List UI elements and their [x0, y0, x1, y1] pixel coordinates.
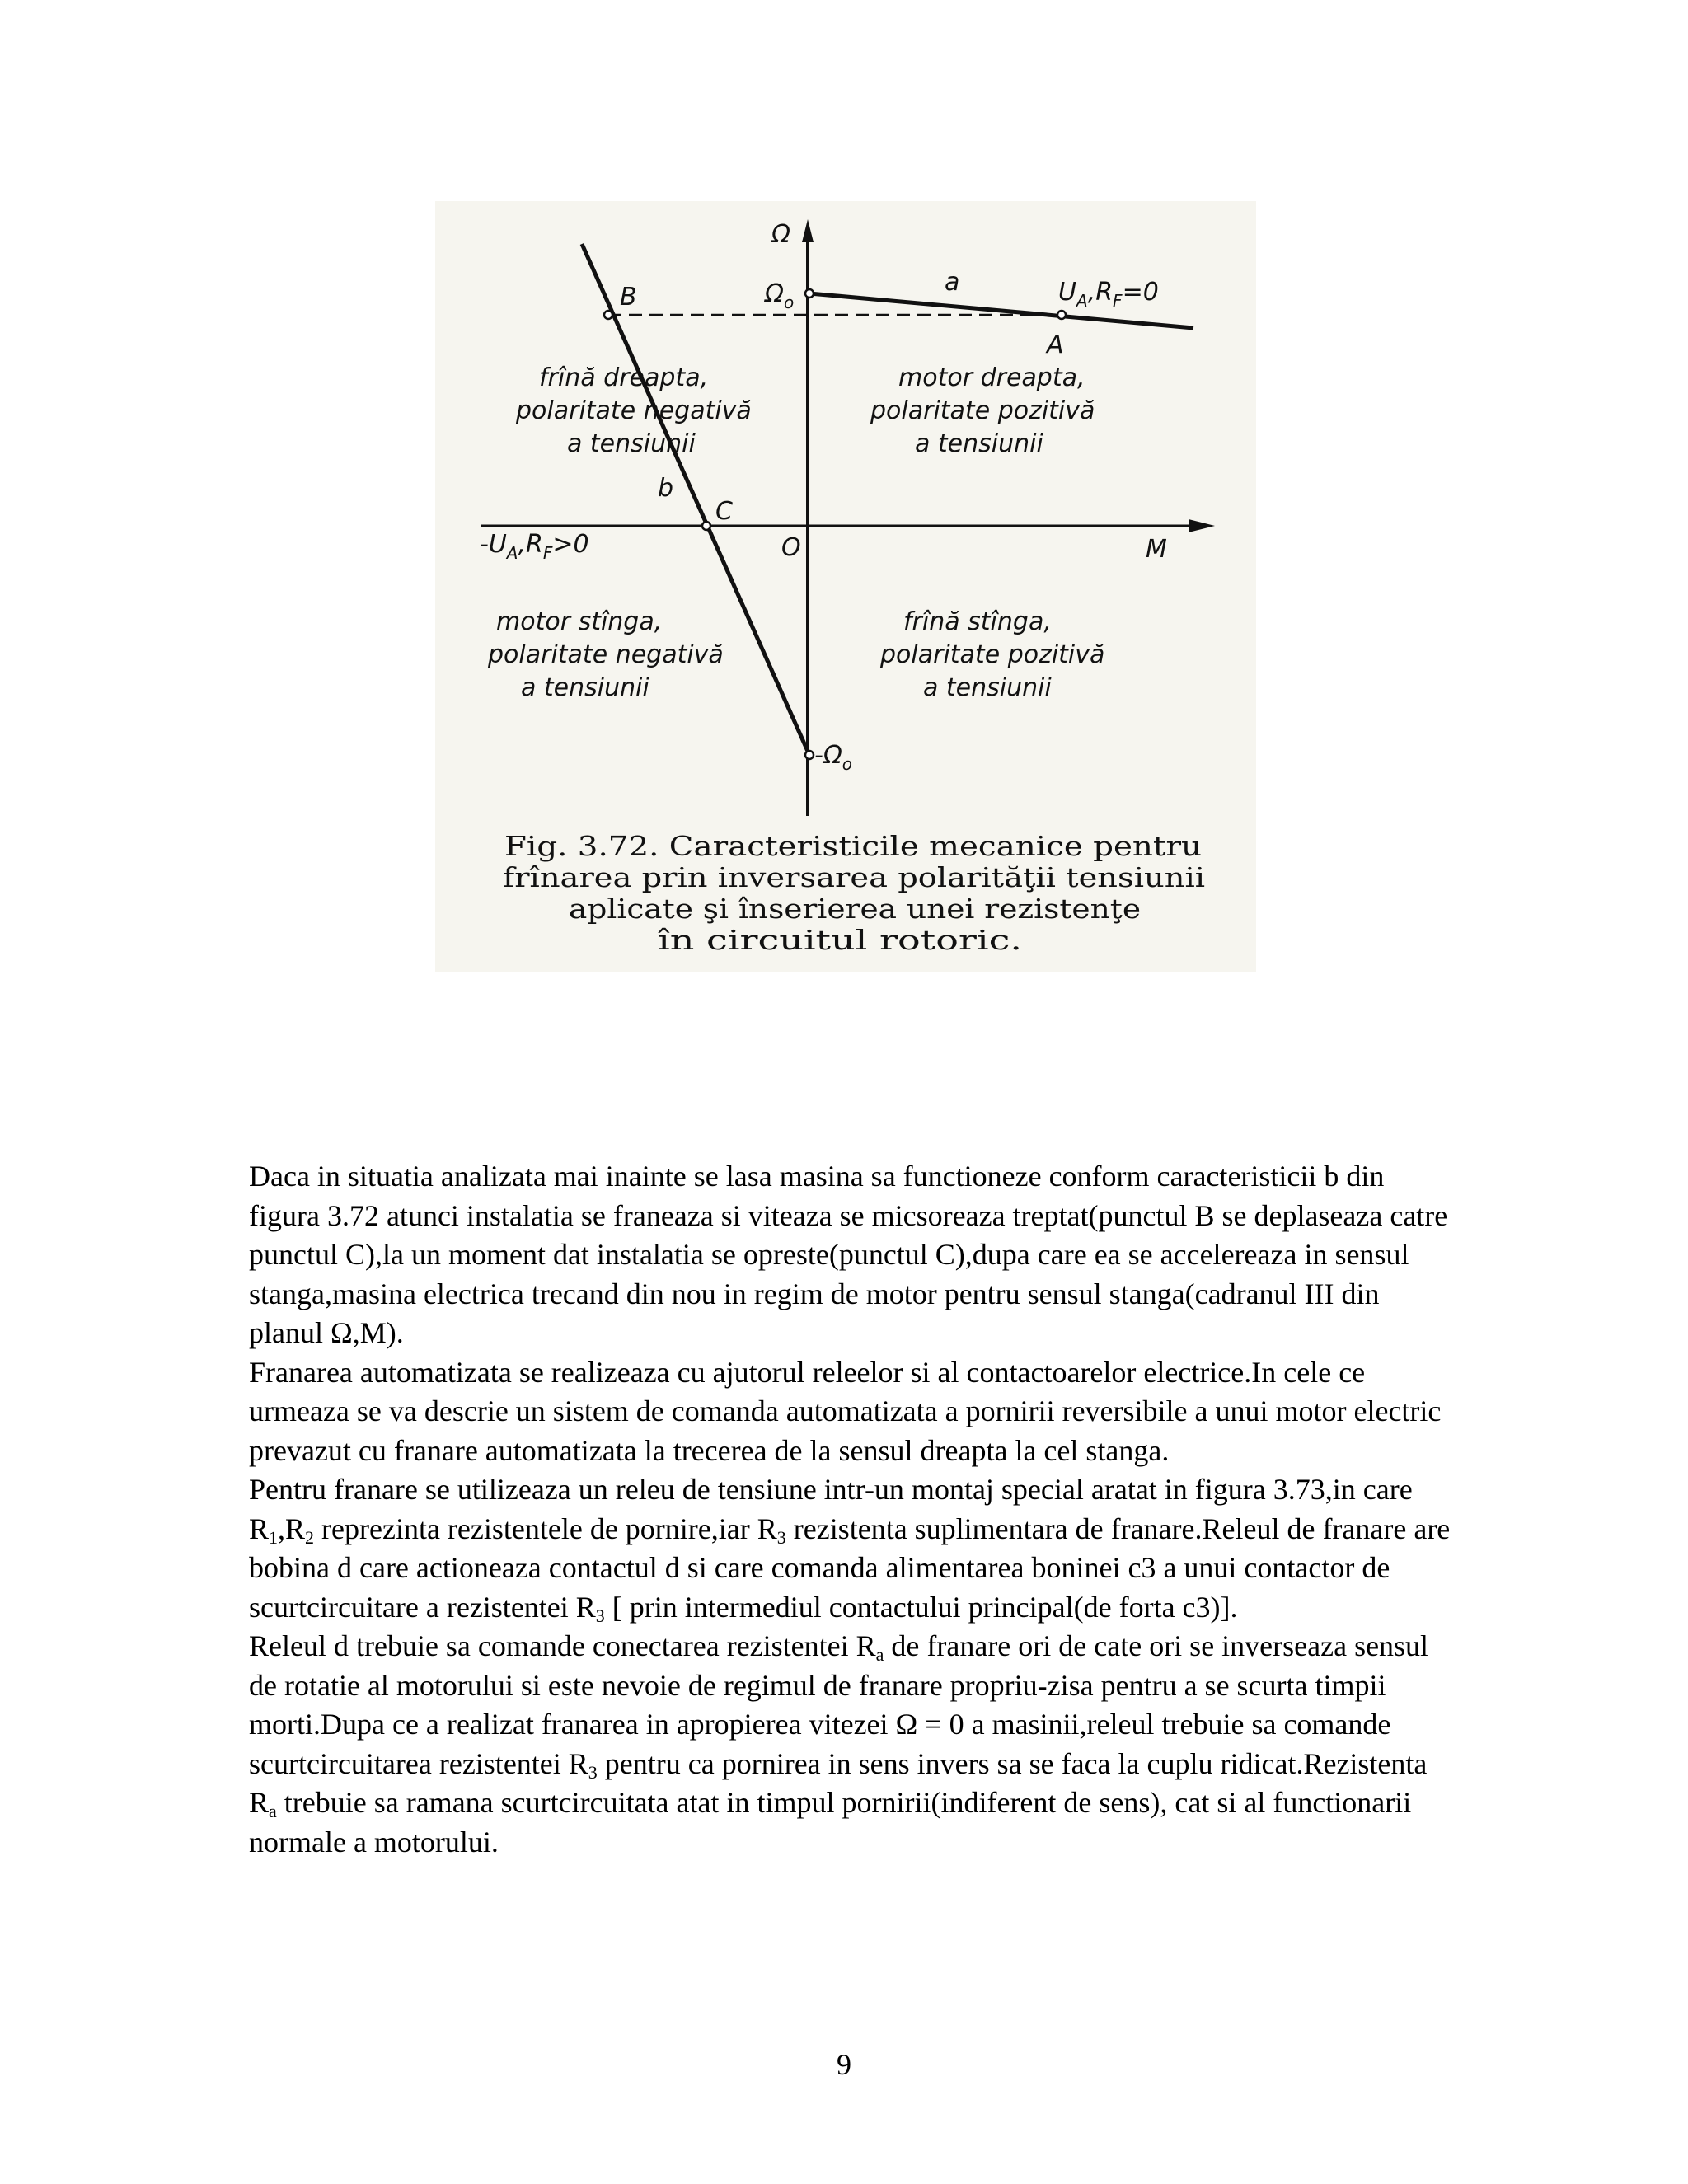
quadrant-4-line-1: frînă stînga,	[903, 607, 1052, 636]
mechanical-characteristics-diagram	[435, 201, 1256, 972]
point-omega0-marker	[805, 289, 814, 298]
quadrant-3-line-1: motor stînga,	[496, 607, 663, 636]
point-neg-omega0-marker	[805, 751, 814, 759]
figure-3-72	[435, 201, 1256, 972]
m-axis-arrow	[1189, 519, 1215, 532]
line-a-label: a	[945, 268, 960, 297]
quadrant-4-line-2: polaritate pozitivă	[880, 640, 1105, 669]
paragraph-3: Pentru franare se utilizeaza un releu de tensiune intr-un montaj special aratat in figura 3.73,in care $R_1,R_2$ reprezinta rezistentele de pornire,iar $R_3$ rezistenta suplimentara de franare.Releul de franare are bobina d care actioneaza contactul d si care comanda alimentarea boninei c3 a unui contactor de scurtcircuitare a rezistentei $R_3$ [ prin intermediul contactului principal(de forta c3)].	[249, 1473, 1451, 1626]
point-a-marker	[1057, 311, 1066, 319]
quadrant-2-line-1: frînă dreapta,	[539, 363, 709, 392]
quadrant-1-line-2: polaritate pozitivă	[870, 396, 1095, 425]
point-c-label: C	[715, 497, 733, 526]
paragraph-2: Franarea automatizata se realizeaza cu ajutorul releelor si al contactoarelor electrice.In cele ce urmeaza se va descrie un sistem de comanda automatizata a pornirii reversibile a unui motor electric prevazut cu franare automatizata la trecerea de la sensul dreapta la cel stanga.	[249, 1355, 1442, 1467]
quadrant-2-line-2: polaritate negativă	[516, 396, 752, 425]
quadrant-3-line-3: a tensiunii	[521, 673, 649, 702]
caption-line-1: Fig. 3.72. Caracteristicile mecanice pentru	[504, 830, 1202, 862]
paragraph-4: Releul d trebuie sa comande conectarea rezistentei $R_a$ de franare ori de cate ori se inverseaza sensul de rotatie al motorului si este nevoie de regimul de franare propriu-zisa pentru a se scurta timpii morti.Dupa ce a realizat franarea in apropierea vitezei Ω = 0 a masinii,releul trebuie sa comande scurtcircuitarea rezistentei $R_3$ pentru ca pornirea in sens invers sa se faca la cuplu ridicat.Rezistenta $R_a$ trebuie sa ramana scurtcircuitata atat in timpul pornirii(indiferent de sens), cat si al functionarii normale a motorului.	[249, 1629, 1429, 1858]
quadrant-1-line-3: a tensiunii	[915, 429, 1043, 458]
quadrant-3-line-2: polaritate negativă	[488, 640, 724, 669]
point-b-marker	[604, 311, 612, 319]
caption-line-2: frînarea prin inversarea polarităţii tensiunii	[503, 861, 1205, 893]
quadrant-1-line-1: motor dreapta,	[898, 363, 1085, 392]
point-b-label: B	[620, 283, 637, 312]
neg-omega0-label: $-\Omega_o$	[814, 741, 852, 774]
caption-line-3: aplicate şi înserierea unei rezistenţe	[569, 893, 1141, 925]
body-text	[249, 1157, 1452, 1862]
point-a-label: A	[1047, 330, 1064, 359]
paragraph-1: Daca in situatia analizata mai inainte se lasa masina sa functioneze conform caracteristicii b din figura 3.72 atunci instalatia se franeaza si viteaza se micsoreaza treptat(punctul B se deplaseaza catre punctul C),la un moment dat instalatia se opreste(punctul C),dupa care ea se accelereaza in sensul stanga,masina electrica trecand din nou in regim de motor pentru sensul stanga(cadranul III din planul Ω,M).	[249, 1160, 1448, 1349]
quadrant-2-line-3: a tensiunii	[567, 429, 696, 458]
origin-label: O	[781, 533, 801, 562]
m-axis-label: M	[1146, 535, 1167, 564]
line-b-label: b	[658, 474, 674, 503]
omega0-label: $\Omega_o$	[765, 279, 795, 312]
line-b-parameter: $-U_A,R_F>0$	[480, 530, 589, 563]
point-c-marker	[702, 522, 710, 530]
omega-axis-label: Ω	[771, 220, 790, 249]
omega-axis-arrow	[802, 219, 814, 242]
caption-line-4: în circuitul rotoric.	[658, 924, 1022, 956]
line-a-parameter: $U_A,R_F=0$	[1058, 278, 1159, 311]
quadrant-4-line-3: a tensiunii	[923, 673, 1052, 702]
page-number: 9	[837, 2048, 851, 2081]
